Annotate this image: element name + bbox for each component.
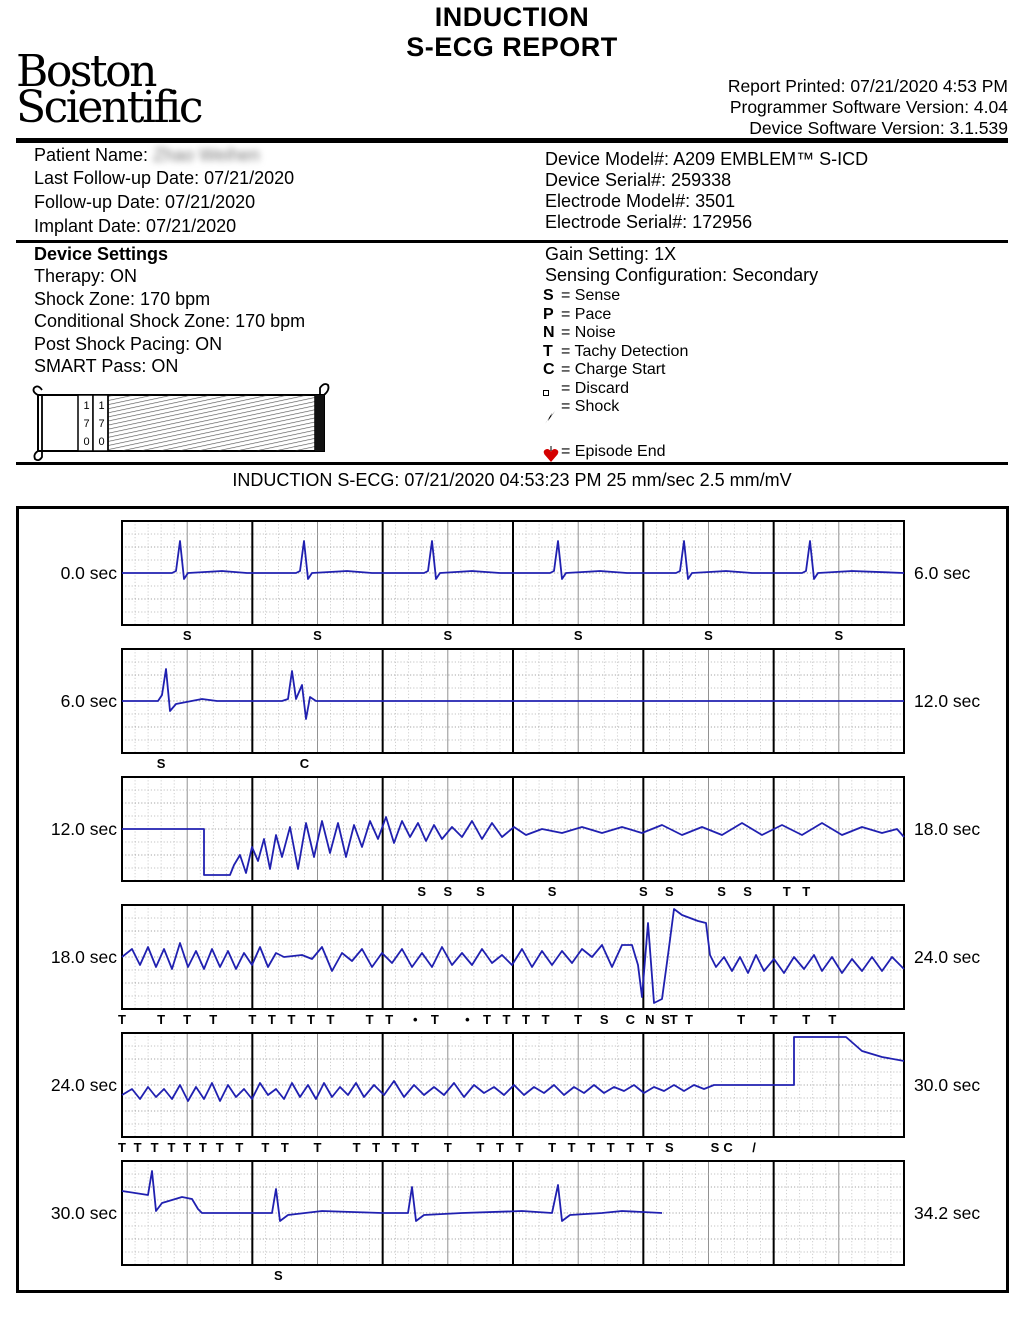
boston-scientific-logo (16, 46, 201, 133)
event-marker: S (710, 1140, 720, 1155)
event-marker: T (150, 1140, 159, 1155)
event-marker: T (587, 1140, 596, 1155)
event-marker: T (476, 1140, 485, 1155)
legend-symbol: P (543, 305, 554, 323)
therapy-setting: Therapy: ON (34, 266, 138, 286)
shock-icon (543, 398, 561, 425)
legend-text: = Noise (561, 324, 616, 341)
legend-text: = Sense (561, 287, 621, 304)
event-marker: T (430, 1012, 439, 1027)
event-marker: T (684, 1012, 693, 1027)
report-meta (728, 76, 1008, 139)
event-marker: T (574, 1012, 583, 1027)
device-info (545, 149, 868, 233)
event-marker: T (606, 1140, 615, 1155)
event-marker: ST (661, 1012, 678, 1027)
event-marker: T (365, 1012, 374, 1027)
implant-date: Implant Date: 07/21/2020 (34, 216, 237, 236)
legend-episode-end (543, 443, 688, 464)
electrode-model: Electrode Model#: 3501 (545, 191, 736, 211)
ecg-strip (120, 519, 906, 627)
legend-symbol: N (543, 324, 555, 341)
event-marker: C (299, 756, 310, 771)
event-marker: T (443, 1140, 452, 1155)
post-shock-pacing-setting: Post Shock Pacing: ON (34, 333, 223, 354)
ecg-strip (120, 1031, 906, 1139)
event-marker: T (541, 1012, 550, 1027)
zone-digit: 7 (83, 418, 90, 430)
event-marker: T (769, 1012, 778, 1027)
event-marker: T (802, 1012, 811, 1027)
strip-start-label: 12.0 sec (50, 819, 117, 839)
legend-sense (543, 287, 688, 306)
ecg-strip (120, 647, 906, 755)
event-marker: S (717, 884, 726, 899)
event-marker: T (183, 1140, 192, 1155)
patient-name-row (34, 145, 294, 166)
legend-symbol: T (543, 342, 553, 360)
settings-divider (16, 462, 1008, 465)
event-marker: T (235, 1140, 244, 1155)
sensing-configuration: Sensing Configuration: Secondary (545, 265, 819, 285)
logo-line1: Boston (16, 46, 155, 97)
event-marker: S (704, 628, 713, 643)
strip-end-label: 24.0 sec (914, 947, 981, 967)
event-marker: S (573, 628, 583, 643)
strip-start-label: 18.0 sec (50, 947, 117, 967)
legend-text: = Tachy Detection (561, 342, 689, 360)
report-title-line1: INDUCTION (434, 2, 590, 32)
event-marker: S (313, 628, 322, 643)
event-marker: T (515, 1140, 524, 1155)
device-serial: Device Serial#: 259338 (545, 170, 732, 190)
event-marker: S (156, 756, 166, 771)
sensing-settings (545, 244, 818, 286)
programmer-version: Programmer Software Version: 4.04 (729, 97, 1008, 117)
zone-digits-left (80, 397, 93, 451)
event-marker: T (385, 1012, 394, 1027)
zone-digit: 7 (98, 418, 105, 430)
event-marker: T (287, 1012, 296, 1027)
strip-end-label: 34.2 sec (914, 1203, 981, 1223)
legend-text: = Discard (561, 379, 630, 397)
event-marker: C (723, 1140, 733, 1155)
event-marker: S (743, 884, 752, 899)
event-marker: T (157, 1012, 166, 1027)
marker-legend (543, 287, 688, 464)
heart-icon (543, 443, 561, 464)
device-version: Device Software Version: 3.1.539 (749, 118, 1008, 138)
zone-digits-right (95, 397, 108, 451)
legend-tachy (543, 343, 688, 362)
event-marker: T (133, 1140, 142, 1155)
event-marker: S (599, 1012, 609, 1027)
ecg-strip (120, 903, 906, 1011)
device-settings-heading: Device Settings (34, 244, 169, 264)
event-marker: T (326, 1012, 335, 1027)
strip-start-label: 24.0 sec (50, 1075, 117, 1095)
event-marker: S (638, 884, 648, 899)
event-marker: T (645, 1140, 654, 1155)
legend-text: = Charge Start (561, 361, 666, 378)
event-marker: T (267, 1012, 276, 1027)
followup-date: Follow-up Date: 07/21/2020 (34, 192, 256, 212)
device-settings (34, 244, 305, 378)
event-marker: S (476, 884, 485, 899)
event-marker: T (372, 1140, 381, 1155)
event-marker: T (261, 1140, 270, 1155)
patient-info (34, 145, 294, 238)
legend-pace (543, 306, 688, 325)
shock-zone-setting: Shock Zone: 170 bpm (34, 288, 211, 309)
event-marker: S (182, 628, 192, 643)
event-marker: T (828, 1012, 837, 1027)
event-marker: T (548, 1140, 557, 1155)
legend-text: = Pace (561, 305, 612, 323)
event-marker: T (118, 1140, 126, 1155)
legend-symbol: C (543, 361, 555, 378)
event-marker: T (248, 1012, 257, 1027)
event-marker: • (412, 1012, 418, 1027)
event-marker: T (522, 1012, 531, 1027)
zone-scroll-graphic (30, 380, 335, 462)
event-marker: T (567, 1140, 576, 1155)
event-marker: T (167, 1140, 176, 1155)
event-marker: S (443, 884, 453, 899)
event-marker: T (306, 1012, 315, 1027)
event-marker: T (215, 1140, 224, 1155)
strip-start-label: 6.0 sec (60, 691, 117, 711)
last-followup-date: Last Follow-up Date: 07/21/2020 (34, 168, 295, 188)
event-marker: S (443, 628, 453, 643)
event-marker: T (198, 1140, 207, 1155)
strip-end-label: 30.0 sec (914, 1075, 981, 1095)
event-marker: T (782, 884, 791, 899)
discard-icon (543, 380, 561, 399)
event-marker: T (737, 1012, 746, 1027)
event-marker: C (625, 1012, 635, 1027)
legend-symbol: S (543, 287, 554, 304)
zone-digit: 1 (83, 400, 90, 412)
zone-digit: 0 (83, 436, 90, 448)
event-marker: T (482, 1012, 491, 1027)
header-divider (16, 138, 1008, 143)
legend-noise (543, 324, 688, 343)
event-marker: S (665, 884, 674, 899)
legend-discard (543, 380, 688, 399)
strip-end-label: 6.0 sec (914, 563, 971, 583)
ecg-subtitle: INDUCTION S-ECG: 07/21/2020 04:53:23 PM 25 mm/sec 2.5 mm/mV (232, 470, 792, 490)
legend-text: = Episode End (561, 443, 666, 460)
strip-end-label: 18.0 sec (914, 819, 981, 839)
event-marker: T (209, 1012, 218, 1027)
ecg-trace (122, 1171, 662, 1221)
report-title-line2: S-ECG REPORT (406, 32, 618, 62)
legend-charge (543, 361, 688, 380)
ecg-strip (120, 1159, 906, 1267)
event-marker: T (313, 1140, 322, 1155)
logo-line2: Scientific (16, 82, 201, 133)
gain-setting: Gain Setting: 1X (545, 244, 677, 264)
event-marker: T (495, 1140, 504, 1155)
event-marker: S (417, 884, 427, 899)
event-marker: T (118, 1012, 126, 1027)
strip-start-label: 0.0 sec (60, 563, 117, 583)
device-model: Device Model#: A209 EMBLEM™ S-ICD (545, 149, 869, 169)
event-marker: N (645, 1012, 655, 1027)
event-marker: T (352, 1140, 361, 1155)
event-marker: S (547, 884, 557, 899)
ecg-strip (120, 775, 906, 883)
event-marker: T (802, 884, 811, 899)
smart-pass-setting: SMART Pass: ON (34, 356, 179, 376)
conditional-shock-zone-setting: Conditional Shock Zone: 170 bpm (34, 311, 306, 331)
event-marker: / (752, 1140, 756, 1155)
event-marker: T (183, 1012, 192, 1027)
electrode-serial: Electrode Serial#: 172956 (545, 212, 753, 232)
zone-digit: 1 (98, 400, 105, 412)
patient-divider (16, 240, 1008, 243)
zone-digit: 0 (98, 436, 105, 448)
event-marker: T (391, 1140, 400, 1155)
report-printed: Report Printed: 07/21/2020 4:53 PM (727, 76, 1008, 96)
event-marker: S (834, 628, 844, 643)
event-marker: T (280, 1140, 289, 1155)
patient-name-label: Patient Name: (34, 145, 149, 165)
event-marker: T (411, 1140, 420, 1155)
event-marker: T (626, 1140, 635, 1155)
patient-name-value: Zhao Weihen (153, 145, 260, 165)
event-marker: S (665, 1140, 674, 1155)
event-marker: S (274, 1268, 283, 1283)
event-marker: • (465, 1012, 470, 1027)
event-marker: T (502, 1012, 511, 1027)
strip-end-label: 12.0 sec (914, 691, 981, 711)
legend-text: = Shock (561, 398, 620, 415)
strip-start-label: 30.0 sec (50, 1203, 117, 1223)
legend-shock (543, 398, 688, 425)
